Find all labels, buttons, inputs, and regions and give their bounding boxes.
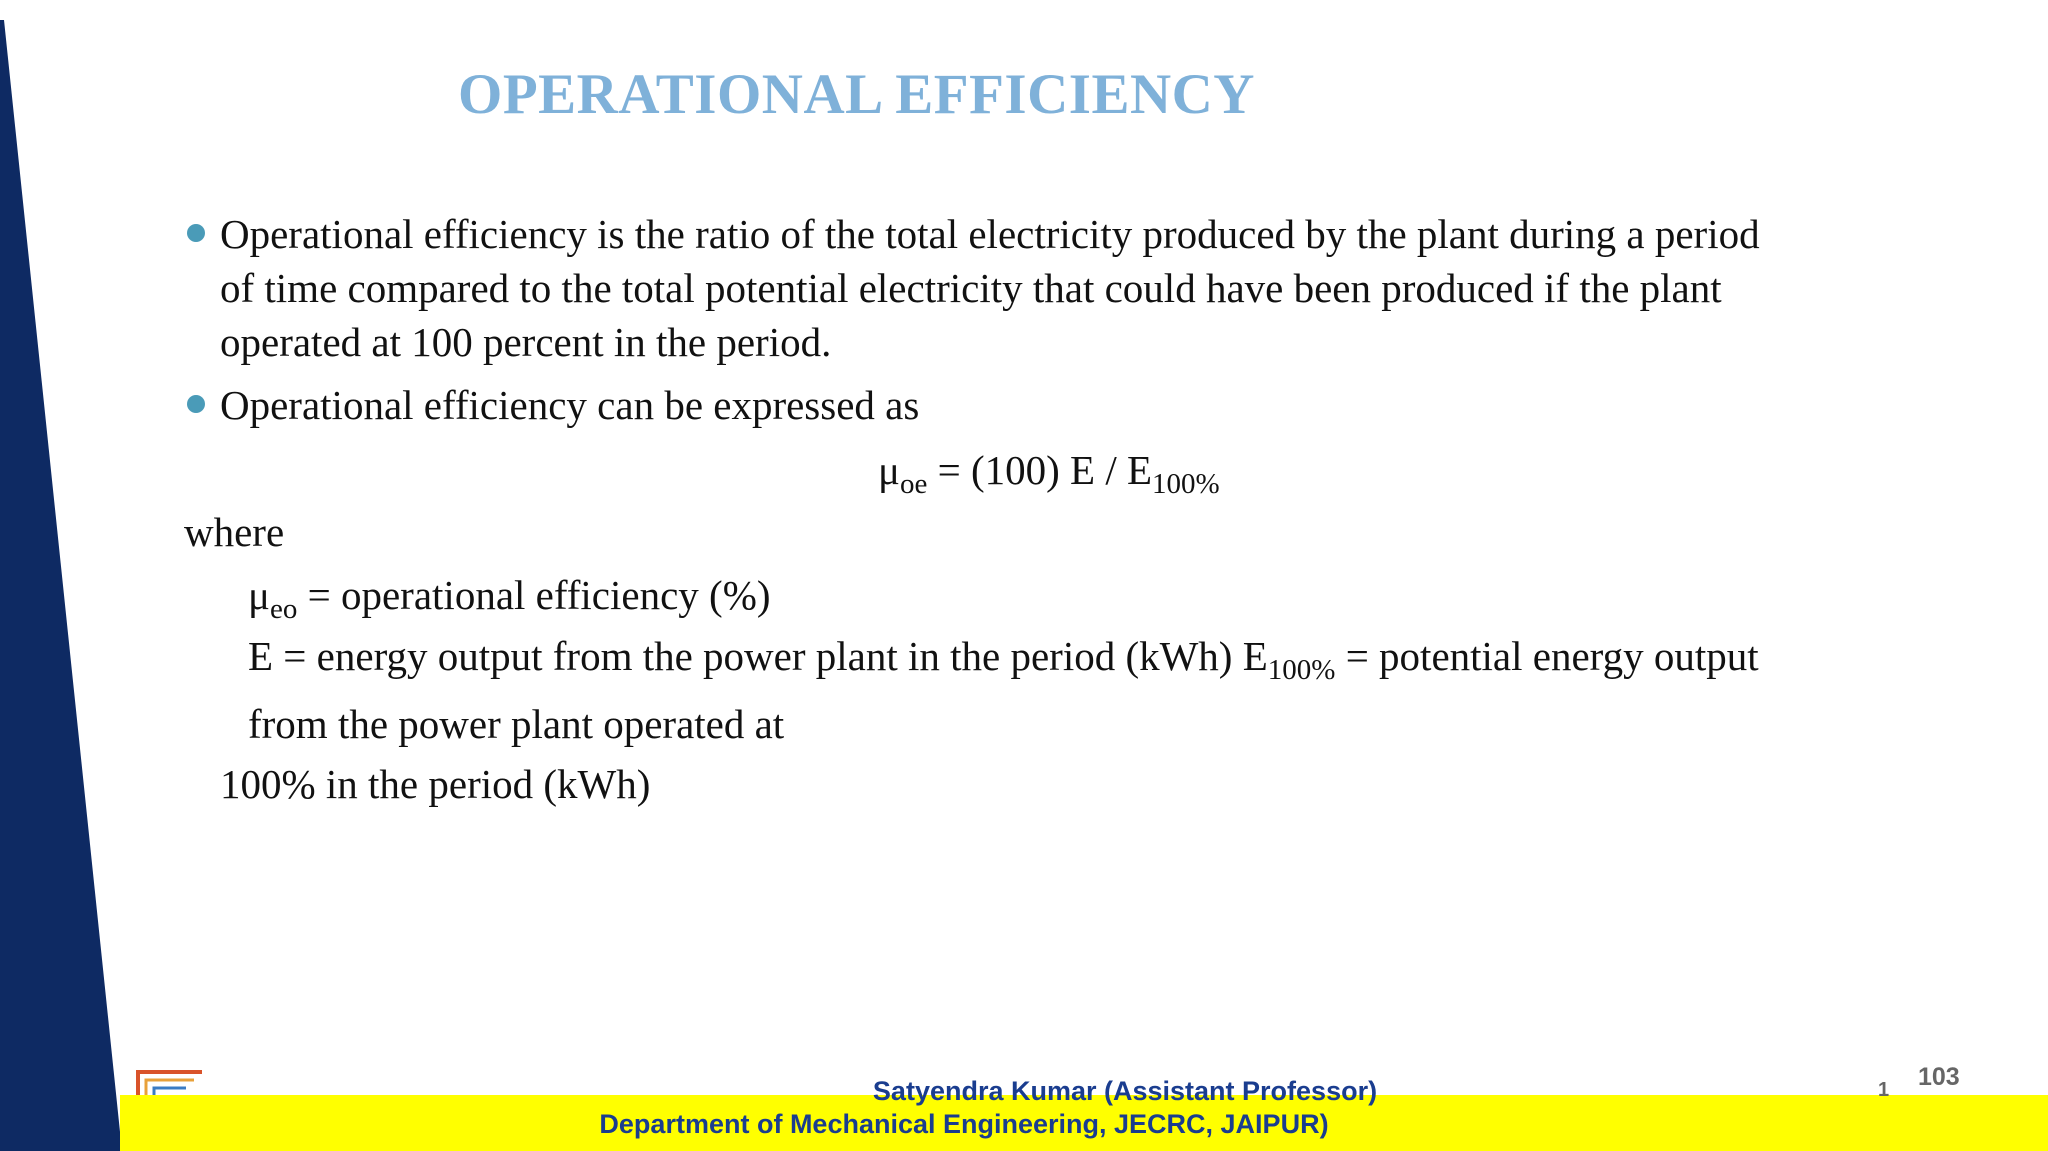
definition-mu-subscript: eo: [269, 593, 298, 625]
formula-symbol: μ: [878, 447, 900, 493]
slide-number: 103: [1918, 1063, 1960, 1091]
formula: [878, 443, 1220, 500]
definition-mu-text: = operational efficiency (%): [307, 572, 771, 618]
definition-e-text-after: = potential energy output: [1345, 633, 1759, 679]
definition-continuation-2: 100% in the period (kWh): [220, 761, 651, 807]
definition-mu: [248, 568, 771, 625]
slide-title: OPERATIONAL EFFICIENCY: [458, 63, 1255, 126]
bullet-1-line-1: Operational efficiency is the ratio of the total electricity produced by the plant during a period: [220, 211, 1760, 257]
definition-e: [248, 629, 1759, 686]
where-label: where: [184, 509, 285, 555]
formula-rhs: = (100) E / E: [937, 447, 1153, 493]
definition-continuation-1: from the power plant operated at: [248, 701, 785, 747]
footer-author: Satyendra Kumar (Assistant Professor): [872, 1076, 1378, 1106]
bullet-2-line-1: Operational efficiency can be expressed as: [220, 382, 920, 428]
footer-department: Department of Mechanical Engineering, JECRC, JAIPUR): [599, 1109, 1329, 1139]
left-decorative-bar: [0, 0, 130, 1151]
slide-number-small: 1: [1878, 1079, 1890, 1101]
definition-e-subscript: 100%: [1267, 654, 1336, 686]
formula-rhs-subscript: 100%: [1152, 468, 1220, 500]
bullet-1-line-3: operated at 100 percent in the period.: [220, 319, 832, 365]
definition-mu-symbol: μ: [248, 572, 270, 618]
bullet-dot-1: [187, 224, 205, 242]
bullet-1-line-2: of time compared to the total potential electricity that could have been produced if the plant: [220, 265, 1722, 311]
bullet-dot-2: [187, 395, 205, 413]
formula-symbol-subscript: oe: [899, 468, 928, 500]
definition-e-text: E = energy output from the power plant in the period (kWh) E: [248, 633, 1268, 679]
